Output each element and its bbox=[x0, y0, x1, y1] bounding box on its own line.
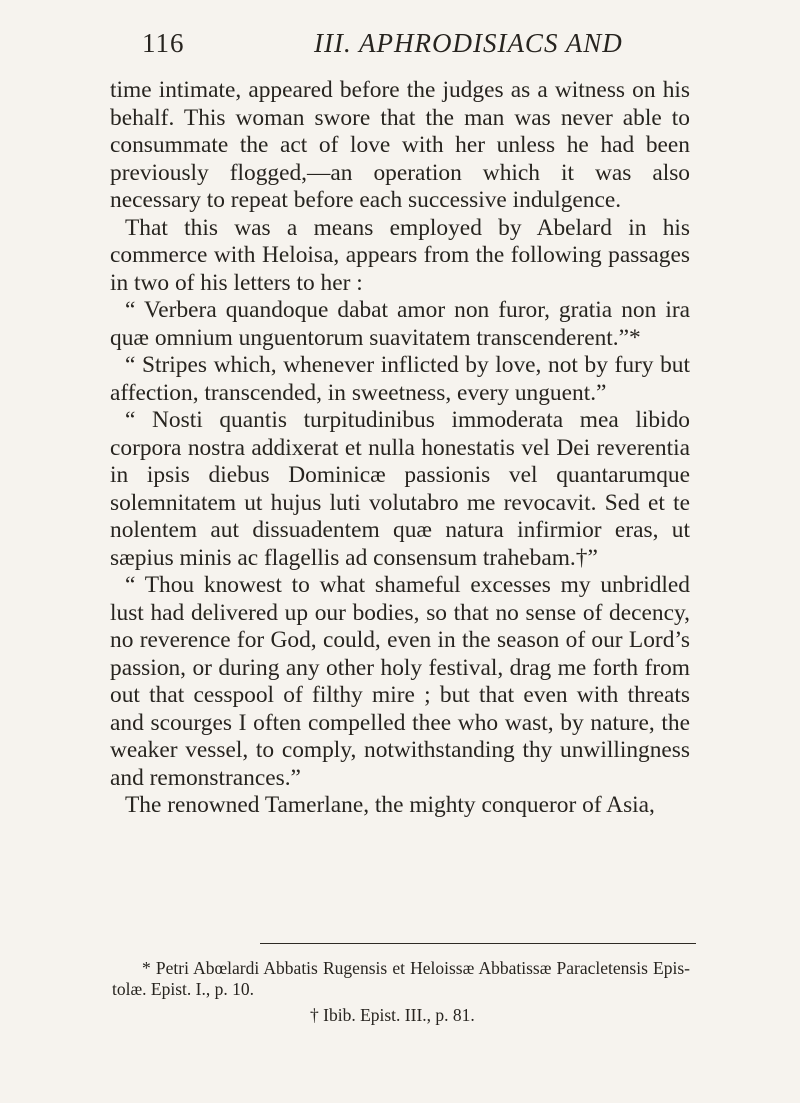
paragraph: The renowned Tamerlane, the mighty conqueror of Asia, bbox=[125, 792, 655, 818]
paragraph-latin-quote: “ Nosti quantis turpitudinibus immoderata mea libido corpora nostra addixerat et nulla honestatis vel Dei reverentia in ipsis diebus Dominicæ passionis vel quantarumque solemnitatem ut hujus luti volutabro me revocavit. Sed et te nolentem aut dissuadentem quæ natura infirmior eras, ut sæpius minis ac flagellis ad consensum trahebam.†” bbox=[110, 407, 690, 571]
footnote: † Ibib. Epist. III., p. 81. bbox=[310, 1005, 475, 1025]
page-header bbox=[112, 28, 696, 68]
footnote: * Petri Abœlardi Abbatis Rugensis et Heloissæ Abbatissæ Paracletensis Epistolæ. Epist. I., p. 10. bbox=[112, 958, 690, 999]
paragraph-translation: “ Stripes which, whenever inflicted by love, not by fury but affection, transcended, in sweetness, every unguent.” bbox=[110, 352, 690, 406]
page-number: 116 bbox=[142, 28, 185, 58]
footnotes bbox=[112, 958, 690, 1026]
running-head: III. APHRODISIACS AND bbox=[314, 28, 623, 58]
paragraph: That this was a means employed by Abelard in his commerce with Heloisa, appears from the following passages in two of his letters to her : bbox=[110, 214, 690, 296]
paragraph: time intimate, appeared before the judges as a witness on his behalf. This woman swore that the man was never able to consummate the act of love with her unless he had been previously flogged,—an operation which it was also necessary to repeat before each successive indulgence. bbox=[110, 77, 690, 213]
paragraph-translation: “ Thou knowest to what shameful excesses my unbridled lust had delivered up our bodies, so that no sense of decency, no reverence for God, could, even in the season of our Lord’s passion, or during any other holy festival, drag me forth from out that cesspool of filthy mire ; but that even with threats and scourges I often compelled thee who wast, by nature, the weaker vessel, to comply, notwithstanding thy unwillingness and remonstrances.” bbox=[110, 572, 690, 791]
paragraph-latin-quote: “ Verbera quandoque dabat amor non furor, gratia non ira quæ omnium unguentorum suavitatem transcenderent.”* bbox=[110, 297, 690, 351]
body-text bbox=[110, 77, 690, 820]
footnote-divider bbox=[260, 943, 696, 944]
